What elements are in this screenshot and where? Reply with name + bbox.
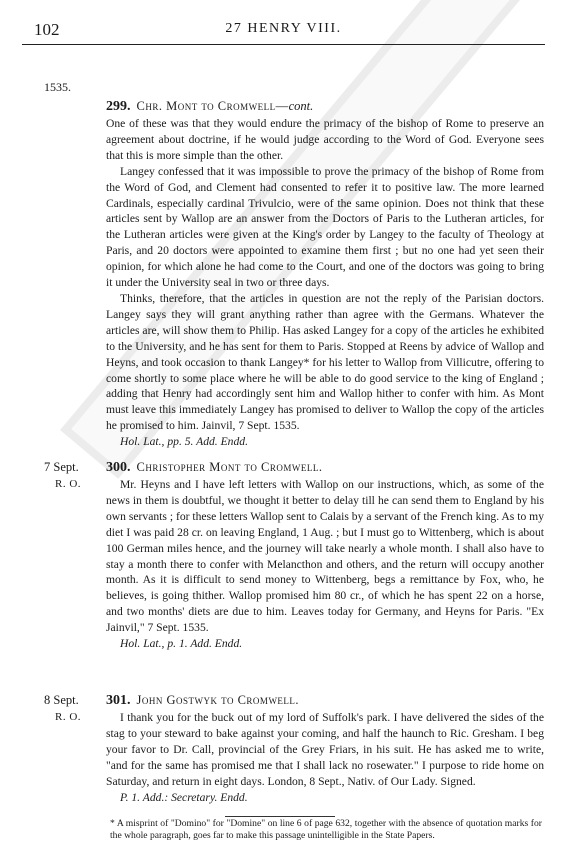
entry-paragraph: One of these was that they would endure the primacy of the bishop of Rome to preserve an agreement about doctrine, if he would judge according to the Word of God. Everyone sees that this is more simple than the other. bbox=[106, 117, 544, 162]
running-header bbox=[22, 18, 545, 45]
entry-301-body bbox=[106, 710, 544, 806]
entry-number: 300. bbox=[106, 460, 131, 475]
entry-title: John Gostwyk to Cromwell. bbox=[136, 693, 300, 707]
entry-number: 301. bbox=[106, 693, 131, 708]
footnote-rule bbox=[225, 816, 335, 817]
entry-299-body bbox=[106, 116, 544, 450]
entry-301-reference: R. O. bbox=[55, 711, 82, 723]
entry-300-heading bbox=[106, 460, 322, 476]
entry-paragraph: I thank you for the buck out of my lord of Suffolk's park. I have delivered the sides of the stag to your steward to bake against your coming, and half the haunch to Ric. Gresham. I beg your favor to Dr. Call, provincial of the Grey Friars, in his suit. He has asked me to write, "and for the same has promised me that I shall lack no rosewater." I purpose to ride home on Saturday, and return in eight days. London, 8 Sept., Nativ. of Our Lady. Signed. bbox=[106, 711, 544, 788]
entry-endorsement: Hol. Lat., pp. 5. Add. Endd. bbox=[120, 435, 248, 449]
entry-301-heading bbox=[106, 693, 299, 709]
footnote: * A misprint of "Domino" for "Domine" on line 6 of page 632, together with the absence of quotation marks for the whole paragraph, goes far to make this passage unintelligible in the State Papers. bbox=[110, 818, 542, 842]
entry-300-reference: R. O. bbox=[55, 478, 82, 490]
entry-301-date: 8 Sept. bbox=[44, 693, 79, 707]
entry-endorsement: P. 1. Add.: Secretary. Endd. bbox=[120, 790, 248, 804]
entry-continued-label: cont. bbox=[288, 99, 314, 113]
entry-title: Chr. Mont to Cromwell— bbox=[136, 99, 289, 113]
entry-number: 299. bbox=[106, 99, 131, 114]
entry-endorsement: Hol. Lat., p. 1. Add. Endd. bbox=[120, 637, 243, 651]
entry-paragraph: Thinks, therefore, that the articles in question are not the reply of the Parisian doctors. Langey says they will grant anything rather than agree with the Germans. Whatever the articles are, will show them to Philip. Has asked Langey for a copy of the articles he exhibited to the University, and he has sent for them to Paris. Stopped at Reens by advice of Wallop and Heyns, and took occasion to thank Langey* for his letter to Wallop from Villicutre, offering to come shortly to some place where he will be able to do good service to the king of England ; adding that Henry had accordingly sent him and Wallop hither to confer with him. As Mont must leave this immediately Langey has promised to deliver to Wallop the copy of the articles he promised to him. Jainvil, 7 Sept. 1535. bbox=[106, 291, 544, 433]
running-head-title: 27 HENRY VIII. bbox=[225, 21, 342, 36]
page-number: 102 bbox=[34, 20, 60, 39]
entry-300-body bbox=[106, 477, 544, 652]
entry-title: Christopher Mont to Cromwell. bbox=[136, 460, 323, 474]
year-margin-note: 1535. bbox=[44, 80, 71, 94]
entry-300-date: 7 Sept. bbox=[44, 460, 79, 474]
entry-299-heading bbox=[106, 99, 313, 115]
entry-paragraph: Langey confessed that it was impossible to prove the primacy of the bishop of Rome from the Word of God, and Clement had consented to refer it to positive law. The more learned Cardinals, especially cardinal Trivulcio, were of the same opinion. Does not think that these articles sent by Wallop are an answer from the Doctors of Paris to the Lutheran articles, for the Lutheran articles were given at the King's order by Langey to the faculty of Theology at Paris, and 20 doctors were appointed to examine them first ; but no one had yet seen their opinion, for which alone he had come to the Court, and one of the doctors was going to bring it under the University seal in two or three days. bbox=[106, 164, 544, 290]
entry-paragraph: Mr. Heyns and I have left letters with Wallop on our instructions, which, as some of the news in them is doubtful, we thought it better to delay till he can send them to England by his own servants ; for these letters Wallop sent to Calais by a servant of the French king. As to my diet I was paid 28 cr. on leaving England, 1 Aug. ; but I must go to Wittenberg, which is about 100 German miles hence, and the journey will take nearly a whole month. I shall also have to stay a month there to confer with Melancthon and others, and the return will occupy another month. As it is difficult to send money to Wittenberg, begs a remittance by Fox, who, he believes, is going thither. Wallop promised him 80 cr., of which he has spent 22 on a horse, and two months' diets are due to him. Leaves today for Germany, and Heyns for Paris. "Ex Jainvil," 7 Sept. 1535. bbox=[106, 478, 544, 635]
